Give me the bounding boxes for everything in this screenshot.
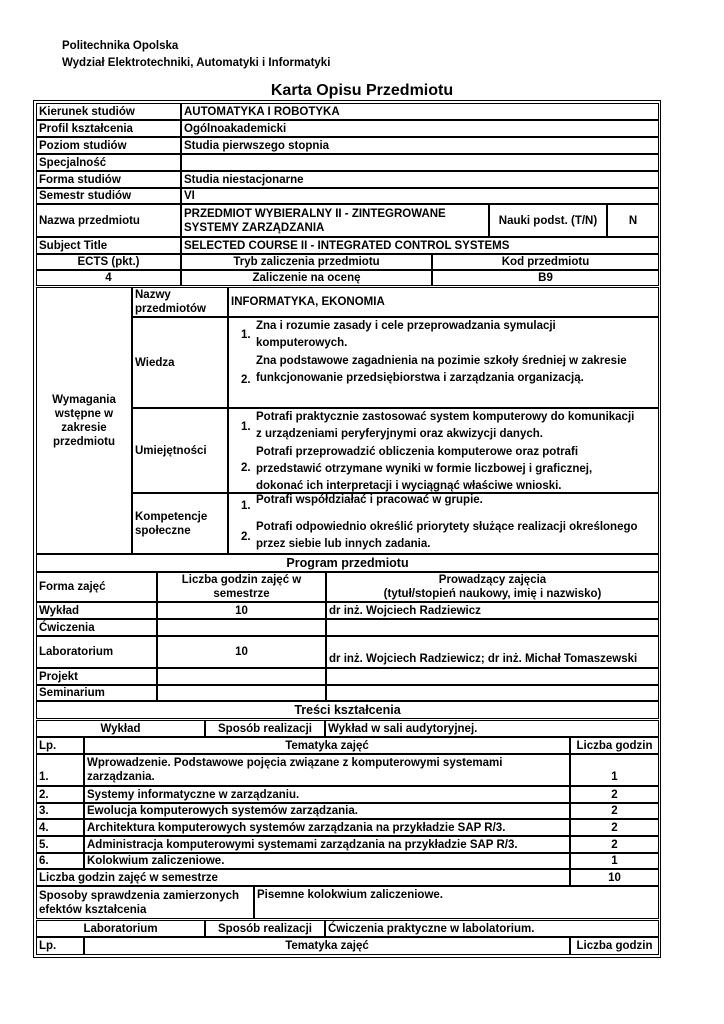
program-row-wyklad-name: Wykład <box>36 602 157 619</box>
tresci-godzin-header: Liczba godzin <box>570 737 659 754</box>
wiedza-1-text <box>256 318 556 352</box>
tresci-row-lp: 4. <box>36 819 84 836</box>
kompetencje-line1: Kompetencje <box>135 510 208 523</box>
program-title: Program przedmiotu <box>36 554 659 572</box>
tresci-row-hours: 1 <box>570 754 659 786</box>
nazwy-value: INFORMATYKA, EKONOMIA <box>228 287 659 317</box>
umiej-1-line1: Potrafi praktycznie zastosować system komputerowy do komunikacji <box>256 411 635 423</box>
tresci-row-lp: 2. <box>36 786 84 803</box>
tresci-wyklad-label: Wykład <box>36 720 205 737</box>
specjalnosc-label: Specjalność <box>36 154 181 171</box>
tresci-sposob-value: Wykład w sali audytoryjnej. <box>325 720 659 737</box>
tresci-row-lp: 5. <box>36 836 84 853</box>
nauki-label: Nauki podst. (T/N) <box>489 204 607 237</box>
umiej-2-line1: Potrafi przeprowadzić obliczenia komputerowe oraz potrafi <box>256 446 579 458</box>
tresci-sposob-label: Sposób realizacji <box>205 720 325 737</box>
nauki-value: N <box>607 204 659 237</box>
kompetencje-label <box>132 493 228 554</box>
program-row-cwiczenia-name: Ćwiczenia <box>36 619 157 636</box>
program-col-prowadzacy-line1: Prowadzący zajęcia <box>438 574 547 586</box>
nazwa-value-line1: PRZEDMIOT WYBIERALNY II - ZINTEGROWANE <box>184 207 446 220</box>
lab-sposob-value: Ćwiczenia praktyczne w labolatorium. <box>325 920 659 937</box>
komp-2-line2: przez siebie lub innych zadania. <box>256 538 431 550</box>
program-row-seminarium-hours <box>157 685 326 701</box>
tresci-row-topic: Kolokwium zaliczeniowe. <box>84 853 570 869</box>
faculty-name: Wydział Elektrotechniki, Automatyki i Informatyki <box>62 57 331 69</box>
tresci-row-topic: Systemy informatyczne w zarządzaniu. <box>84 786 570 803</box>
program-row-projekt-name: Projekt <box>36 668 157 685</box>
komp-1-line1: Potrafi współdziałać i pracować w grupie. <box>256 494 483 506</box>
wymagania-line4: przedmiotu <box>53 435 115 448</box>
wiedza-2-num: 2. <box>241 374 251 386</box>
wiedza-1-num: 1. <box>241 329 251 341</box>
ects-value: 4 <box>36 270 181 286</box>
tresci-row-topic-line2: zarządzania. <box>87 771 155 783</box>
nazwa-value-line2: SYSTEMY ZARZĄDZANIA <box>184 221 325 234</box>
tresci-row-topic <box>84 754 570 786</box>
tresci-row-lp: 1. <box>36 754 84 786</box>
sposoby-sprawdzenia-value: Pisemne kolokwium zaliczeniowe. <box>254 886 659 919</box>
semestr-label: Semestr studiów <box>36 188 181 204</box>
nazwy-line2: przedmiotów <box>135 303 206 315</box>
tryb-label: Tryb zaliczenia przedmiotu <box>181 254 432 270</box>
tresci-row-topic: Administracja komputerowymi systemami zarządzania na przykładzie SAP R/3. <box>84 836 570 853</box>
komp-1-num: 1. <box>241 500 251 512</box>
komp-2-num: 2. <box>241 531 251 543</box>
university-name: Politechnika Opolska <box>62 40 179 52</box>
tresci-row-hours: 2 <box>570 819 659 836</box>
sposoby-line1: Sposoby sprawdzenia zamierzonych <box>39 889 240 902</box>
umiej-2-line3: dokonać ich interpretacji i wyciągnąć właściwe wnioski. <box>256 480 562 492</box>
profil-label: Profil kształcenia <box>36 120 181 137</box>
komp-2-line1: Potrafi odpowiednio określić priorytety służące realizacji określonego <box>256 521 638 533</box>
tresci-total-label: Liczba godzin zajęć w semestrze <box>36 869 570 886</box>
forma-label: Forma studiów <box>36 171 181 188</box>
sposoby-sprawdzenia-label <box>36 886 254 919</box>
tresci-row-lp: 3. <box>36 803 84 819</box>
program-row-projekt-hours <box>157 668 326 685</box>
program-col-prowadzacy-line2: (tytuł/stopień naukowy, imię i nazwisko) <box>383 588 602 600</box>
nazwa-value <box>181 204 489 237</box>
tresci-row-topic: Ewolucja komputerowych systemów zarządzania. <box>84 803 570 819</box>
semestr-value: VI <box>181 188 659 204</box>
tresci-row-hours: 1 <box>570 853 659 869</box>
kod-label: Kod przedmiotu <box>432 254 659 270</box>
tresci-title: Treści kształcenia <box>36 701 659 719</box>
nazwy-line1: Nazwy <box>135 289 171 301</box>
program-row-seminarium-teacher <box>326 685 659 701</box>
poziom-label: Poziom studiów <box>36 137 181 154</box>
komp-2-text <box>256 519 638 553</box>
tresci-row-hours: 2 <box>570 803 659 819</box>
subject-value: SELECTED COURSE II - INTEGRATED CONTROL SYSTEMS <box>181 237 659 254</box>
tresci-row-hours: 2 <box>570 786 659 803</box>
wiedza-1-line2: komputerowych. <box>256 337 348 349</box>
program-row-seminarium-name: Seminarium <box>36 685 157 701</box>
tresci-tematyka-header: Tematyka zajęć <box>84 737 570 754</box>
umiej-1-text <box>256 409 634 443</box>
komp-1-text <box>256 492 483 509</box>
wymagania-line2: wstępne w <box>54 407 114 420</box>
program-row-wyklad-hours: 10 <box>157 602 326 619</box>
nazwa-label: Nazwa przedmiotu <box>36 204 181 237</box>
program-row-wyklad-teacher: dr inż. Wojciech Radziewicz <box>326 602 659 619</box>
tresci-row-topic-line1: Wprowadzenie. Podstawowe pojęcia związane z komputerowymi systemami <box>87 757 503 769</box>
wymagania-line1: Wymagania <box>52 393 116 406</box>
lab-tematyka-header: Tematyka zajęć <box>84 937 570 955</box>
program-row-lab-teacher: dr inż. Wojciech Radziewicz; dr inż. Michał Tomaszewski <box>326 636 659 668</box>
program-row-cwiczenia-hours <box>157 619 326 636</box>
lab-sposob-label: Sposób realizacji <box>205 920 325 937</box>
program-col-godziny <box>157 572 326 602</box>
program-col-prowadzacy <box>326 572 659 602</box>
program-row-lab-hours: 10 <box>157 636 326 668</box>
program-col-godziny-line2: semestrze <box>213 588 270 600</box>
program-row-lab-name: Laboratorium <box>36 636 157 668</box>
forma-value: Studia niestacjonarne <box>181 171 659 188</box>
lab-label: Laboratorium <box>36 920 205 937</box>
wymagania-line3: zakresie <box>61 421 107 434</box>
umiej-2-text <box>256 444 592 495</box>
ects-label: ECTS (pkt.) <box>36 254 181 270</box>
tresci-total-value: 10 <box>570 869 659 886</box>
sposoby-line2: efektów kształcenia <box>39 903 147 916</box>
kod-value: B9 <box>432 270 659 286</box>
tryb-value: Zaliczenie na ocenę <box>181 270 432 286</box>
program-row-cwiczenia-teacher <box>326 619 659 636</box>
umiej-2-line2: przedstawić otrzymane wyniki w formie liczbowej i graficznej, <box>256 463 593 475</box>
program-row-projekt-teacher <box>326 668 659 685</box>
wymagania-label <box>36 287 132 554</box>
nazwy-label <box>132 287 228 317</box>
kierunek-label: Kierunek studiów <box>36 103 181 120</box>
wiedza-2-line2: funkcjonowanie przedsiębiorstwa i zarządzania organizacją. <box>256 372 584 384</box>
specjalnosc-value <box>181 154 659 171</box>
tresci-row-topic: Architektura komputerowych systemów zarządzania na przykładzie SAP R/3. <box>84 819 570 836</box>
wiedza-2-line1: Zna podstawowe zagadnienia na pozimie szkoły średniej w zakresie <box>256 355 627 367</box>
document-title: Karta Opisu Przedmiotu <box>270 82 454 99</box>
tresci-row-lp: 6. <box>36 853 84 869</box>
program-col-godziny-line1: Liczba godzin zajęć w <box>181 574 302 586</box>
tresci-row-hours: 2 <box>570 836 659 853</box>
profil-value: Ogólnoakademicki <box>181 120 659 137</box>
subject-label: Subject Title <box>36 237 181 254</box>
tresci-lp-header: Lp. <box>36 737 84 754</box>
wiedza-1-line1: Zna i rozumie zasady i cele przeprowadzania symulacji <box>256 320 556 332</box>
poziom-value: Studia pierwszego stopnia <box>181 137 659 154</box>
umiej-2-num: 2. <box>241 462 251 474</box>
wiedza-label: Wiedza <box>132 317 228 408</box>
wiedza-2-text <box>256 353 627 387</box>
lab-lp-header: Lp. <box>36 937 84 955</box>
umiej-1-num: 1. <box>241 421 251 433</box>
lab-godzin-header: Liczba godzin <box>570 937 659 955</box>
umiej-1-line2: z urządzeniami peryferyjnymi oraz akwizycji danych. <box>256 428 543 440</box>
umiejetnosci-label: Umiejętności <box>132 408 228 493</box>
kierunek-value: AUTOMATYKA I ROBOTYKA <box>181 103 659 120</box>
program-col-forma: Forma zajęć <box>36 572 157 602</box>
kompetencje-line2: społeczne <box>135 524 191 537</box>
